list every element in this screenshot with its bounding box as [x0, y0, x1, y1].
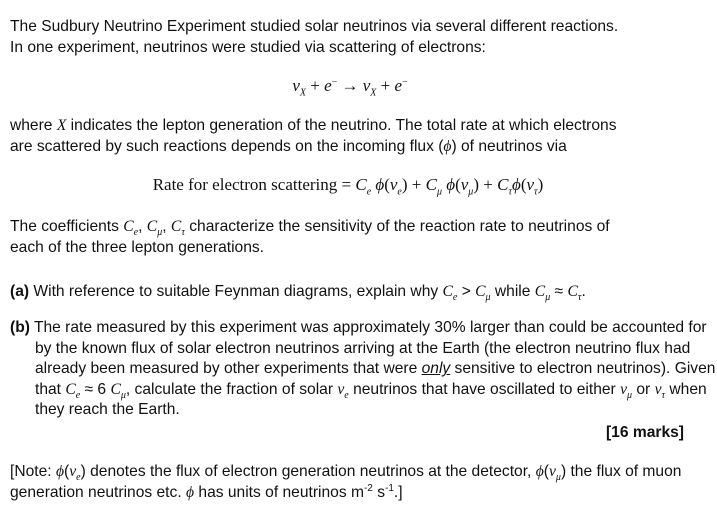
part-b-text: The rate measured by this experiment was approximately 30% larger than could be accounted for by the known flux of solar electron neutrinos arriving at the Earth (the electron neutrino flux had already been measured by other experiments that were only sensitive to electron neutrinos). Given that $C_e \approx 6$ $C_\mu$, calculate the fraction of solar $\nu_e$ neutrinos that have oscillated to either $\nu_\mu$ or $\nu_\tau$ when they reach the Earth. — [33, 319, 716, 419]
part-a — [10, 282, 717, 303]
intro-line-1: The Sudbury Neutrino Experiment studied solar neutrinos via several different reactions. — [10, 18, 619, 35]
part-b — [10, 318, 717, 421]
flux-description — [10, 115, 690, 157]
para3-line-1: The coefficients $C_e$, $C_\mu$, $C_\tau$ characterize the sensitivity of the reaction rate to neutrinos of — [10, 218, 610, 239]
para2-line-2: are scattered by such reactions depends on the incoming flux (ϕ) of neutrinos via — [10, 138, 567, 155]
rate-equation: Rate for electron scattering = $C_e$ $\phi(\nu_e) + C_\mu$ $\phi(\nu_\mu) + C_\tau\phi(\nu_\tau)$ — [152, 175, 544, 198]
part-b-label: (b) — [10, 319, 30, 336]
para2-line-1: where X indicates the lepton generation of the neutrino. The total rate at which electrons — [10, 117, 617, 134]
marks-label: [16 marks] — [605, 424, 684, 441]
para3-line-2: each of the three lepton generations. — [10, 239, 265, 256]
part-a-text: With reference to suitable Feynman diagrams, explain why $C_e > C_\mu$ while $C_\mu \approx C_\tau$. — [33, 283, 586, 304]
note-text: [Note: $\phi(\nu_e)$ denotes the flux of electron generation neutrinos at the detector, $\phi(\nu_\mu)$ the flux of muon generation neutrinos etc. ϕ has units of neutrinos $m^{-2}$ $s^{-1}$.] — [10, 463, 682, 501]
coefficients-text — [10, 216, 690, 258]
intro-text — [10, 16, 690, 58]
intro-line-2: In one experiment, neutrinos were studied via scattering of electrons: — [10, 39, 486, 56]
reaction-equation: $\nu_X + e^- \to \nu_X + e^-$ — [292, 76, 408, 99]
part-a-label: (a) — [10, 283, 30, 300]
